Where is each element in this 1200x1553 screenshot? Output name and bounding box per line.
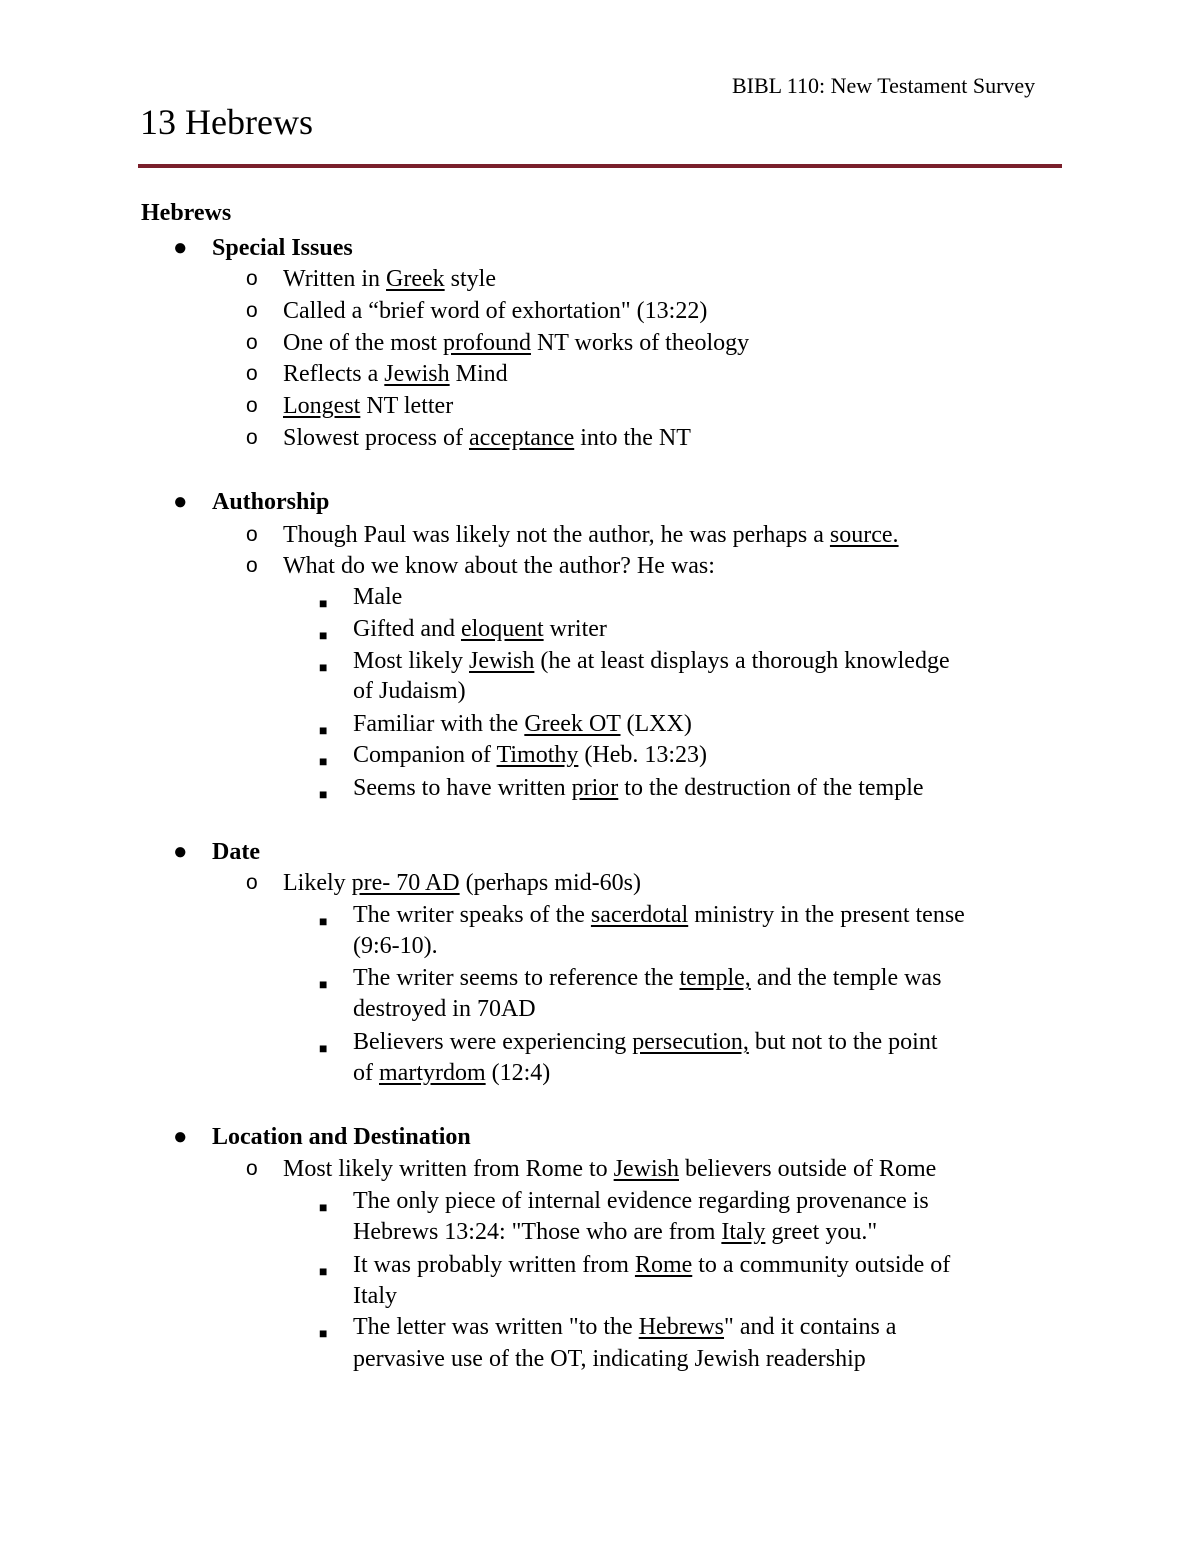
text-run: Called a “brief word of exhortation" (13:22) xyxy=(283,298,708,324)
list-marker-circle: o xyxy=(246,1157,258,1180)
text-run: believers outside of Rome xyxy=(678,1156,937,1182)
text-run: but not to the point xyxy=(748,1029,938,1055)
list-item xyxy=(353,962,941,994)
text-run: The writer seems to reference the xyxy=(353,965,680,991)
list-item xyxy=(353,613,607,645)
text-run: The only piece of internal evidence regarding provenance is xyxy=(353,1188,929,1214)
underlined-term: eloquent xyxy=(460,616,544,642)
list-item xyxy=(283,422,691,454)
list-item xyxy=(283,358,508,390)
text-run: Written in xyxy=(283,266,387,292)
list-marker-circle: o xyxy=(246,426,258,449)
underlined-term: source. xyxy=(829,522,899,548)
text-run: One of the most xyxy=(283,330,443,356)
underlined-term: pre- 70 AD xyxy=(351,870,460,896)
text-run: It was probably written from xyxy=(353,1252,635,1278)
text-run: NT letter xyxy=(360,393,454,419)
outline-heading xyxy=(212,232,353,264)
list-item xyxy=(283,550,715,582)
text-run: Hebrews 13:24: "Those who are from xyxy=(353,1219,722,1245)
list-item xyxy=(283,1153,936,1185)
list-item xyxy=(353,581,402,613)
list-marker-bullet: ● xyxy=(173,839,188,865)
text-run: " and it contains a xyxy=(724,1314,897,1340)
text-run: Slowest process of xyxy=(283,425,469,451)
text-run: Location and Destination xyxy=(212,1124,471,1150)
text-run: Seems to have written xyxy=(353,775,572,801)
underlined-term: Jewish xyxy=(384,361,450,387)
underlined-term: Longest xyxy=(283,393,361,419)
text-run: of Judaism) xyxy=(353,678,466,704)
page-title: 13 Hebrews xyxy=(140,102,313,142)
text-run: Though Paul was likely not the author, he was perhaps a xyxy=(283,522,830,548)
list-item xyxy=(353,930,438,962)
title-divider xyxy=(138,164,1062,168)
underlined-term: sacerdotal xyxy=(590,902,689,928)
text-run: The writer speaks of the xyxy=(353,902,591,928)
text-run: Male xyxy=(353,584,403,610)
text-run: (perhaps mid-60s) xyxy=(459,870,641,896)
text-run: Likely xyxy=(283,870,352,896)
text-run: Familiar with the xyxy=(353,711,525,737)
text-run: Most likely written from Rome to xyxy=(283,1156,614,1182)
text-run: (Heb. 13:23) xyxy=(578,742,708,768)
underlined-term: Timothy xyxy=(496,742,579,768)
text-run: to the destruction of the temple xyxy=(618,775,924,801)
list-marker-circle: o xyxy=(246,554,258,577)
list-item xyxy=(353,1249,950,1281)
text-run: The letter was written "to the xyxy=(353,1314,639,1340)
list-marker-bullet: ● xyxy=(173,489,188,515)
text-run: What do we know about the author? He was: xyxy=(283,553,715,579)
list-marker-square: ■ xyxy=(319,1042,328,1057)
list-marker-square: ■ xyxy=(319,1327,328,1342)
outline-heading xyxy=(212,486,329,518)
list-marker-circle: o xyxy=(246,523,258,546)
section-heading: Hebrews xyxy=(141,200,232,226)
text-run: Gifted and xyxy=(353,616,461,642)
text-run: Reflects a xyxy=(283,361,385,387)
list-marker-square: ■ xyxy=(319,661,328,676)
text-run: writer xyxy=(543,616,607,642)
list-item xyxy=(283,519,899,551)
underlined-term: profound xyxy=(442,330,531,356)
list-marker-circle: o xyxy=(246,362,258,385)
list-marker-circle: o xyxy=(246,871,258,894)
list-item xyxy=(353,1026,938,1058)
list-item xyxy=(353,1185,929,1217)
text-run: Mind xyxy=(449,361,508,387)
list-item xyxy=(353,1216,877,1248)
list-item xyxy=(353,899,965,931)
text-run: Most likely xyxy=(353,648,470,674)
list-item xyxy=(353,708,692,740)
text-run: Believers were experiencing xyxy=(353,1029,633,1055)
underlined-term: Italy xyxy=(721,1219,766,1245)
text-run: Date xyxy=(212,839,260,865)
text-run: style xyxy=(444,266,496,292)
text-run: Special Issues xyxy=(212,235,353,261)
list-item xyxy=(353,1280,397,1312)
text-run: Authorship xyxy=(212,489,330,515)
list-item xyxy=(353,772,924,804)
list-item xyxy=(353,1311,896,1343)
underlined-term: prior xyxy=(571,775,619,801)
underlined-term: Jewish xyxy=(613,1156,679,1182)
course-header: BIBL 110: New Testament Survey xyxy=(732,73,1036,98)
list-marker-square: ■ xyxy=(319,724,328,739)
list-marker-bullet: ● xyxy=(173,235,188,261)
list-marker-square: ■ xyxy=(319,629,328,644)
text-run: destroyed in 70AD xyxy=(353,996,536,1022)
list-marker-circle: o xyxy=(246,331,258,354)
list-item xyxy=(353,1343,866,1375)
list-marker-square: ■ xyxy=(319,978,328,993)
list-marker-bullet: ● xyxy=(173,1124,188,1150)
list-marker-square: ■ xyxy=(319,1265,328,1280)
text-run: into the NT xyxy=(574,425,691,451)
underlined-term: Jewish xyxy=(469,648,535,674)
list-item xyxy=(283,263,496,295)
list-item xyxy=(353,675,466,707)
text-run: Italy xyxy=(353,1283,397,1309)
underlined-term: martyrdom xyxy=(379,1060,486,1086)
text-run: (12:4) xyxy=(485,1060,551,1086)
list-item xyxy=(283,390,453,422)
list-item xyxy=(283,295,707,327)
list-item xyxy=(353,1057,550,1089)
underlined-term: Greek OT xyxy=(524,711,621,737)
text-run: to a community outside of xyxy=(692,1252,951,1278)
list-item xyxy=(283,867,641,899)
list-marker-circle: o xyxy=(246,267,258,290)
list-item xyxy=(353,645,950,677)
text-run: of xyxy=(353,1060,379,1086)
underlined-term: acceptance xyxy=(468,425,575,451)
list-marker-square: ■ xyxy=(319,915,328,930)
text-run: ministry in the present tense xyxy=(688,902,965,928)
list-marker-square: ■ xyxy=(319,1201,328,1216)
text-run: Companion of xyxy=(353,742,497,768)
list-marker-square: ■ xyxy=(319,788,328,803)
outline-heading xyxy=(212,1121,471,1153)
underlined-term: Greek xyxy=(386,266,445,292)
list-item xyxy=(353,993,536,1025)
list-marker-circle: o xyxy=(246,299,258,322)
text-run: pervasive use of the OT, indicating Jewish readership xyxy=(353,1346,866,1372)
underlined-term: persecution, xyxy=(632,1029,749,1055)
list-marker-circle: o xyxy=(246,394,258,417)
text-run: (he at least displays a thorough knowledge xyxy=(534,648,950,674)
list-marker-square: ■ xyxy=(319,755,328,770)
text-run: NT works of theology xyxy=(530,330,750,356)
text-run: (9:6-10). xyxy=(353,933,438,959)
text-run: and the temple was xyxy=(750,965,942,991)
list-item xyxy=(353,739,707,771)
list-item xyxy=(283,327,749,359)
text-run: greet you." xyxy=(765,1219,878,1245)
list-marker-square: ■ xyxy=(319,597,328,612)
text-run: (LXX) xyxy=(620,711,692,737)
underlined-term: Hebrews xyxy=(638,1314,725,1340)
underlined-term: temple, xyxy=(679,965,751,991)
outline-heading xyxy=(212,836,260,868)
underlined-term: Rome xyxy=(634,1252,693,1278)
